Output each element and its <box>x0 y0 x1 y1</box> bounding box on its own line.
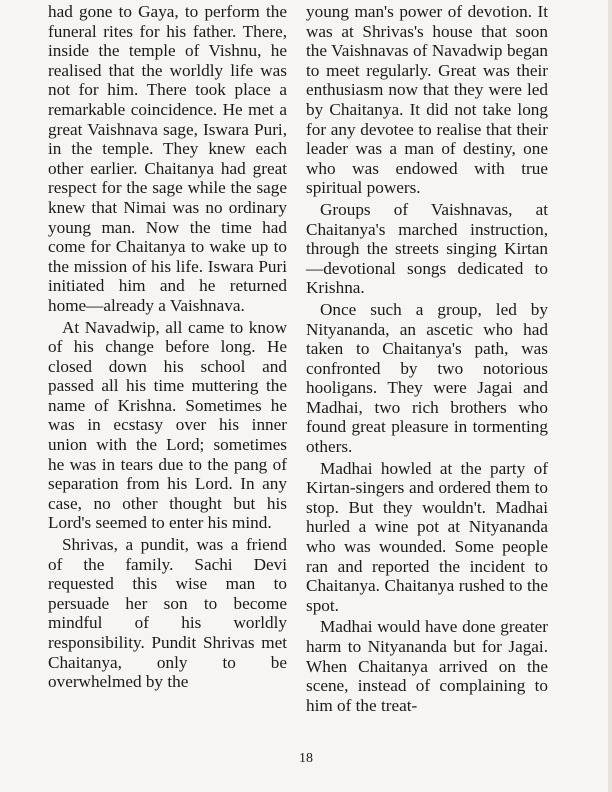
paragraph: Madhai howled at the party of Kirtan-singers and ordered them to stop. But they wouldn't. Madhai hurled a wine pot at Nityananda who was wounded. Some people ran and reported the incident to Chaitanya. Chaitanya rushed to the spot. <box>306 458 548 615</box>
paragraph: Shrivas, a pundit, was a friend of the family. Sachi Devi requested this wise man to persuade her son to become mindful of his worldly responsibility. Pundit Shrivas met Chaitanya, only to be overwhelmed by the <box>48 535 287 692</box>
right-column <box>306 2 548 715</box>
paragraph: Madhai would have done greater harm to Nityananda but for Jagai. When Chaitanya arrived on the scene, instead of complaining to him of the treat- <box>306 617 548 715</box>
paragraph: Groups of Vaishnavas, at Chaitanya's marched instruction, through the streets singing Kirtan—devotional songs dedicated to Krishna. <box>306 199 548 298</box>
left-column <box>48 2 287 692</box>
page-edge <box>608 0 612 792</box>
page-number: 18 <box>299 751 313 766</box>
paragraph: Once such a group, led by Nityananda, an ascetic who had taken to Chaitanya's path, was confronted by two notorious hooligans. They were Jagai and Madhai, two rich brothers who found great pleasure in tormenting others. <box>306 299 548 457</box>
paragraph: had gone to Gaya, to perform the funeral rites for his father. There, inside the temple of Vishnu, he realised that the worldly life was not for him. There took place a remarkable coincidence. He met a great Vaishnava sage, Iswara Puri, in the temple. They knew each other earlier. Chaitanya had great respect for the sage while the sage knew that Nimai was no ordinary young man. Now the time had come for Chaitanya to wake up to the mission of his life. Iswara Puri initiated him and he returned home—already a Vaishnava. <box>48 2 287 315</box>
paragraph: young man's power of devotion. It was at Shrivas's house that soon the Vaishnavas of Navadwip began to meet regularly. Great was their enthusiasm now that they were led by Chaitanya. It did not take long for any devotee to realise that their leader was a man of destiny, one who was endowed with true spiritual powers. <box>306 2 548 198</box>
paragraph: At Navadwip, all came to know of his change before long. He closed down his school and passed all his time muttering the name of Krishna. Sometimes he was in ecstasy over his inner union with the Lord; sometimes he was in tears due to the pang of separation from his Lord. In any case, no other thought but his Lord's seemed to enter his mind. <box>48 317 287 533</box>
